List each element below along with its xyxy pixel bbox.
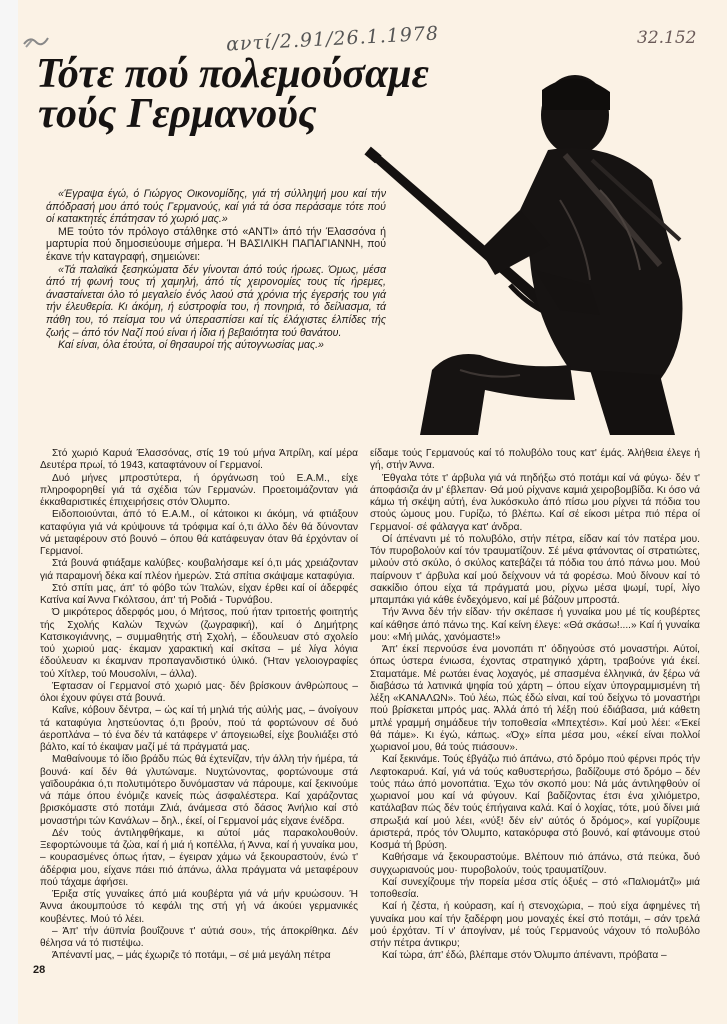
page-number: 28 (33, 964, 46, 976)
title-line-1: Τότε πού πολεμούσαμε (36, 51, 429, 97)
body-column-right (370, 448, 700, 968)
intro-quote-transcriber: «Τά παλαϊκά ξεσηκώματα δέν γίνονται άπό τούς ήρωες. Όμως, μέσα άπό τή φωνή τους τή χαμηλή, άπό τίς χειρονομίες τους τίς ήρεμες, άνασταίνεται όλο τό μεγαλείο ένός λαού στά χρόνια τής έγερσής του γιά τήν έλευθερία. Κι άκόμη, ή εύστροφία του, ή πονηριά, τό δείλιασμα, τά πάθη του, τό πείσμα του νά ύπερασπίσει καί τίς έλάχιστες έλπίδες τής ζωής – άπό τόν Ναζί πού είναι ή ίδια ή βεβαιότητα τού θανάτου. (46, 263, 386, 339)
handwritten-reference: αντί/2.91/26.1.1978 (225, 22, 440, 56)
paragraph: Ειδοποιούνται, άπό τό Ε.Α.Μ., οί κάτοικοι κι άκόμη, νά φτιάξουν καταφύγια γιά νά κρύψουνε τά τρόφιμα καί ό,τι άλλο δέν θά δύνονταν νά μεταφέρουν στό βουνό – όπου θά κατάφευγαν όταν θά έρχόνταν οί Γερμανοί. (40, 509, 358, 557)
paragraph: Στό σπίτι μας, άπ' τό φόβο τών Ίταλών, είχαν έρθει καί οί άδερφές Κατίνα καί Άννα Γκόλτσου, άπ' τή Ροδιά - Τυρνάβου. (40, 582, 358, 606)
paragraph: Οί άπέναντι μέ τό πολυβόλο, στήν πέτρα, είδαν καί τόν πατέρα μου. Τόν πυροβολούν καί τόν τραυματίζουν. Σέ μένα φτάνοντας οί στρατιώτες, μιλούν στό σκύλο, ό σκύλος κατεβάζει τά πόδια του άπό πάνω μου. Μού παίρνουν τ' άρβυλα καί μού δείχνουν νά τά φορέσω. Μού δίνουν καί τό σακκίδιο όπου είχα τά πράγματά μου, ρίχνω μέσα ψωμί, τυρί, λίγο μπαμπάκι γιά κάθε ένδεχόμενο, καί μέ βάζουν μπροστά. (370, 533, 700, 606)
paragraph: – Άπ' τήν άϋπνία βουΐζουνε τ' αύτιά σου», τής άποκρίθηκα. Δέν θέλησα νά τό πιστέψω. (40, 925, 358, 949)
paragraph: Στά βουνά φτιάξαμε καλύβες· κουβαλήσαμε κεί ό,τι μάς χρειάζονταν γιά παραμονή δέκα καί πλέον ήμερών. Στά σπίτια σκάψαμε καταφύγια. (40, 558, 358, 582)
paragraph: Έριξα στίς γυναίκες άπό μιά κουβέρτα γιά νά μήν κρυώσουν. Ή Άννα άκουμπούσε τό κεφάλι της στή γή νά άκούει γερμανικές κουβέντες. Μού τό λέει. (40, 889, 358, 925)
paragraph: Τήν Άννα δέν τήν είδαν· τήν σκέπασε ή γυναίκα μου μέ τίς κουβέρτες καί κάθησε άπό πάνω της. Καί κείνη έλεγε: «Θά σκάσω!....» Καί ή γυναίκα μου: «Μή μιλάς, χανόμαστε!» (370, 607, 700, 643)
paragraph: Άπ' έκεί περνούσε ένα μονοπάτι π' όδηγούσε στό μοναστήρι. Αύτοί, όπως ύστερα ένιωσα, έχοντας στρατηγικό χάρτη, τραβούνε γιά έκεί. Σταματάμε. Μέ ρωτάει ένας λοχαγός, μέ σπασμένα έλληνικά, άν ξέρω νά διαβάσω τά λατινικά ψηφία τού χάρτη – όπου είχαν ύπογραμμισμένη τή λέξη «ΚΑΝΑΛΩΝ». Τού λέω, πώς έδώ είναι, καί τού δείχνω τό μοναστήρι πού βρίσκεται μπρός μας. Άλλά άπό τή λέξη πού έδιάβασα, μιά κάθετη μπλέ γραμμή σημάδευε τήν τοποθεσία «Μπεχτέσι». Καί μού λέει: «Έκεί θά πάμε». Κι έγώ, κάπως. «Όχ» είπα μέσα μου, «έκεί είναι πολλοί χωριανοί μου, θά τούς πιάσουν». (370, 644, 700, 753)
paragraph: Καί ξεκινάμε. Τούς έβγάζω πιό άπάνω, στό δρόμο πού φέρνει πρός τήν Λεφτοκαρυά. Καί, γιά νά τούς καθυστερήσω, βαδίζουμε στό δρόμο – δέν τούς πάω άπό μονοπάτια. Έχω τόν σκοπό μου: Νά μάς άντιληφθούν οί χωριανοί μου καί νά φύγουν. Καί βαδίζοντας έτσι ένα χιλιόμετρο, κατάλαβαν πώς δέν τούς έπήγαινα καλά. Καί ό λοχίας, τότε, μού δίνει μιά σπρωξιά καί μού λέει, «νύξ! δέν είν' αύτός ό δρόμος», καί γυρίζουμε άριστερά, πρός τόν Όλυμπο, κατακόρυφα στό βουνό, καί φτάνουμε στού Κοσμά τή βρύση. (370, 754, 700, 851)
archive-code: 32.152 (637, 28, 697, 48)
paragraph: είδαμε τούς Γερμανούς καί τό πολυβόλο τους κατ' έμάς. Άλήθεια έλεγε ή γή, στήν Άννα. (370, 448, 700, 472)
article-introduction (46, 188, 386, 352)
paragraph: Δυό μήνες μπροστύτερα, ή όργάνωση τού Ε.Α.Μ., είχε πληροφορηθεί γιά τά σχέδια τών Γερμανών. Προετοιμάζονταν γιά έκκαθαριστικές έπιχειρήσεις στόν Όλυμπο. (40, 472, 358, 508)
paragraph: Μαθαίνουμε τό ίδιο βράδυ πώς θά έχτενίζαν, τήν άλλη τήν ήμέρα, τά βουνά· καί δέν θά γλυτώναμε. Νυχτώνοντας, φορτώνουμε στά γαϊδουράκια ό,τι πολυτιμότερο δυνόμασταν νά πάρουμε, καί ξεκινούμε νά πάμε όπου ένόμιζε κανείς πώς άσφαλέστερα. Καί χαράζοντας βρισκόμαστε στό ποτάμι Ζλιά, άνάμεσα στό δάσος Άνήλιο καί στό μοναστήρι τών Κανάλων – δηλ., έκεί, οί Γερμανοί μάς είχανε ένέδρα. (40, 754, 358, 827)
title-line-2: τούς Γερμανούς (38, 91, 317, 137)
paragraph: Καΐνε, κόβουν δέντρα, – ώς καί τή μηλιά τής αύλής μας, – άνοίγουν τά καταφύγια ληστεύοντας ό,τι βρούν, πού τά φορτώνουν σέ δυό άεροπλάνα – τό ένα δέν τά κατάφερε ν' άπογειωθεί, είχε βουλιάξει στό βάλτο, καί τό έκαψαν μαζί μέ τά πράγματά μας. (40, 705, 358, 753)
paragraph: Καί τώρα, άπ' έδώ, βλέπαμε στόν Όλυμπο άπέναντι, πρόβατα – (382, 950, 667, 962)
paragraph: Καθήσαμε νά ξεκουραστούμε. Βλέπουν πιό άπάνω, στά πεύκα, δυό συγχωριανούς μου· πυροβολούν, τούς τραυματίζουν. (370, 852, 700, 876)
paragraph: Έθγαλα τότε τ' άρβυλα γιά νά πηδήξω στό ποτάμι καί νά φύγω· δέν τ' άποφάσιζα άν μ' έβλεπαν· Θά μού ρίχνανε καμιά χειροβομβίδα. Κι όσο νά κάμω τή σκέψη αύτή, ένα λυκόσκυλο άπό πίσω μου ρίχνει τά πόδια του στούς ώμους μου. Γυρίζω, τό βλέπω. Καί σέ είκοσι μέτρα πιό πέρα οί Γερμανοί· σέ φάλαγγα κατ' άνδρα. (370, 472, 700, 533)
paragraph: Άπέναντί μας, – μάς έχωριζε τό ποτάμι, – σέ μιά μεγάλη πέτρα (52, 950, 331, 962)
paragraph: Δέν τούς άντιληφθήκαμε, κι αύτοί μάς παρακολουθούν. Ξεφορτώνουμε τά ζώα, καί ή μιά ή κοπέλλα, ή Άννα, καί ή γυναίκα μου, – κουρασμένες όπως ήταν, – έγειραν χάμω νά ξεκουραστούν, ένώ τ' άδέρφια μου, είχανε πάει πιό άπάνω, άλλα πράγματα νά μεταφέρουν πού τάχαμε άφήσει. (40, 827, 358, 888)
clip-mark-icon (22, 34, 50, 50)
intro-quote-author: «Έγραψα έγώ, ό Γιώργος Οικονομίδης, γιά τή σύλληψή μου καί τήν άπόδρασή μου άπό τούς Γερμανούς, καί γιά τά όσα περάσαμε τότε πού οί κατακτητές έπάτησαν τό χωριό μας.» (46, 188, 386, 226)
paragraph: Στό χωριό Καρυά Έλασσόνας, στίς 19 τού μήνα Άπρίλη, καί μέρα Δευτέρα πρωί, τό 1943, καταφτάνουν οί Γερμανοί. (40, 448, 358, 472)
body-column-left (40, 448, 358, 1008)
paragraph: Καί συνεχίζουμε τήν πορεία μέσα στίς όξυές – στό «Παλιομάτζι» μιά τοποθεσία. (370, 876, 700, 900)
paragraph: Έφτασαν οί Γερμανοί στό χωριό μας· δέν βρίσκουν άνθρώπους – όλοι έχουν φύγει στά βουνά. (40, 680, 358, 704)
paragraph: Καί ή ζέστα, ή κούραση, καί ή στενοχώρια, – πού είχα άφημένες τή γυναίκα μου καί τήν ξαδέρφη μου μοναχές έκεί στό ποτάμι, – σάν τρελά μού έρχόταν. Τί ν' άπογίναν, μέ τούς Γερμανούς νάχουν τό πολυβόλο στήν πέτρα άντικρυ; (370, 901, 700, 949)
intro-editorial-note: ΜΕ τούτο τόν πρόλογο στάλθηκε στό «ΑΝΤΙ» άπό τήν Έλασσόνα ή μαρτυρία πού δημοσιεύουμε σήμερα. Ή ΒΑΣΙΛΙΚΗ ΠΑΠΑΓΙΑΝΝΗ, πού έκανε τήν καταγραφή, σημειώνει: (46, 225, 386, 263)
partisan-soldier-photo (360, 70, 700, 435)
intro-quote-closing: Καί είναι, όλα έτούτα, οί θησαυροί τής αύτογνωσίας μας.» (58, 339, 324, 352)
paragraph: Ό μικρότερος άδερφός μου, ό Μήτσος, πού ήταν τριτοετής φοιτητής τής Σχολής Καλών Τεχνών (ζωγραφική), καί ό Δημήτρης Κατσικογιάννης, – συμμαθητής στή Σχολή, – έδουλευαν στό σχολείο τού χωριού μας· έκαμαν χαρακτική καί σκίτσα – μέ λίγα λόγια έδούλευαν κι έκαμναν προπαγανδιστικό ύλικό. (Ήταν γελοιογραφίες τού Χίτλερ, τού Μουσολίνι, – άλλα). (40, 607, 358, 680)
